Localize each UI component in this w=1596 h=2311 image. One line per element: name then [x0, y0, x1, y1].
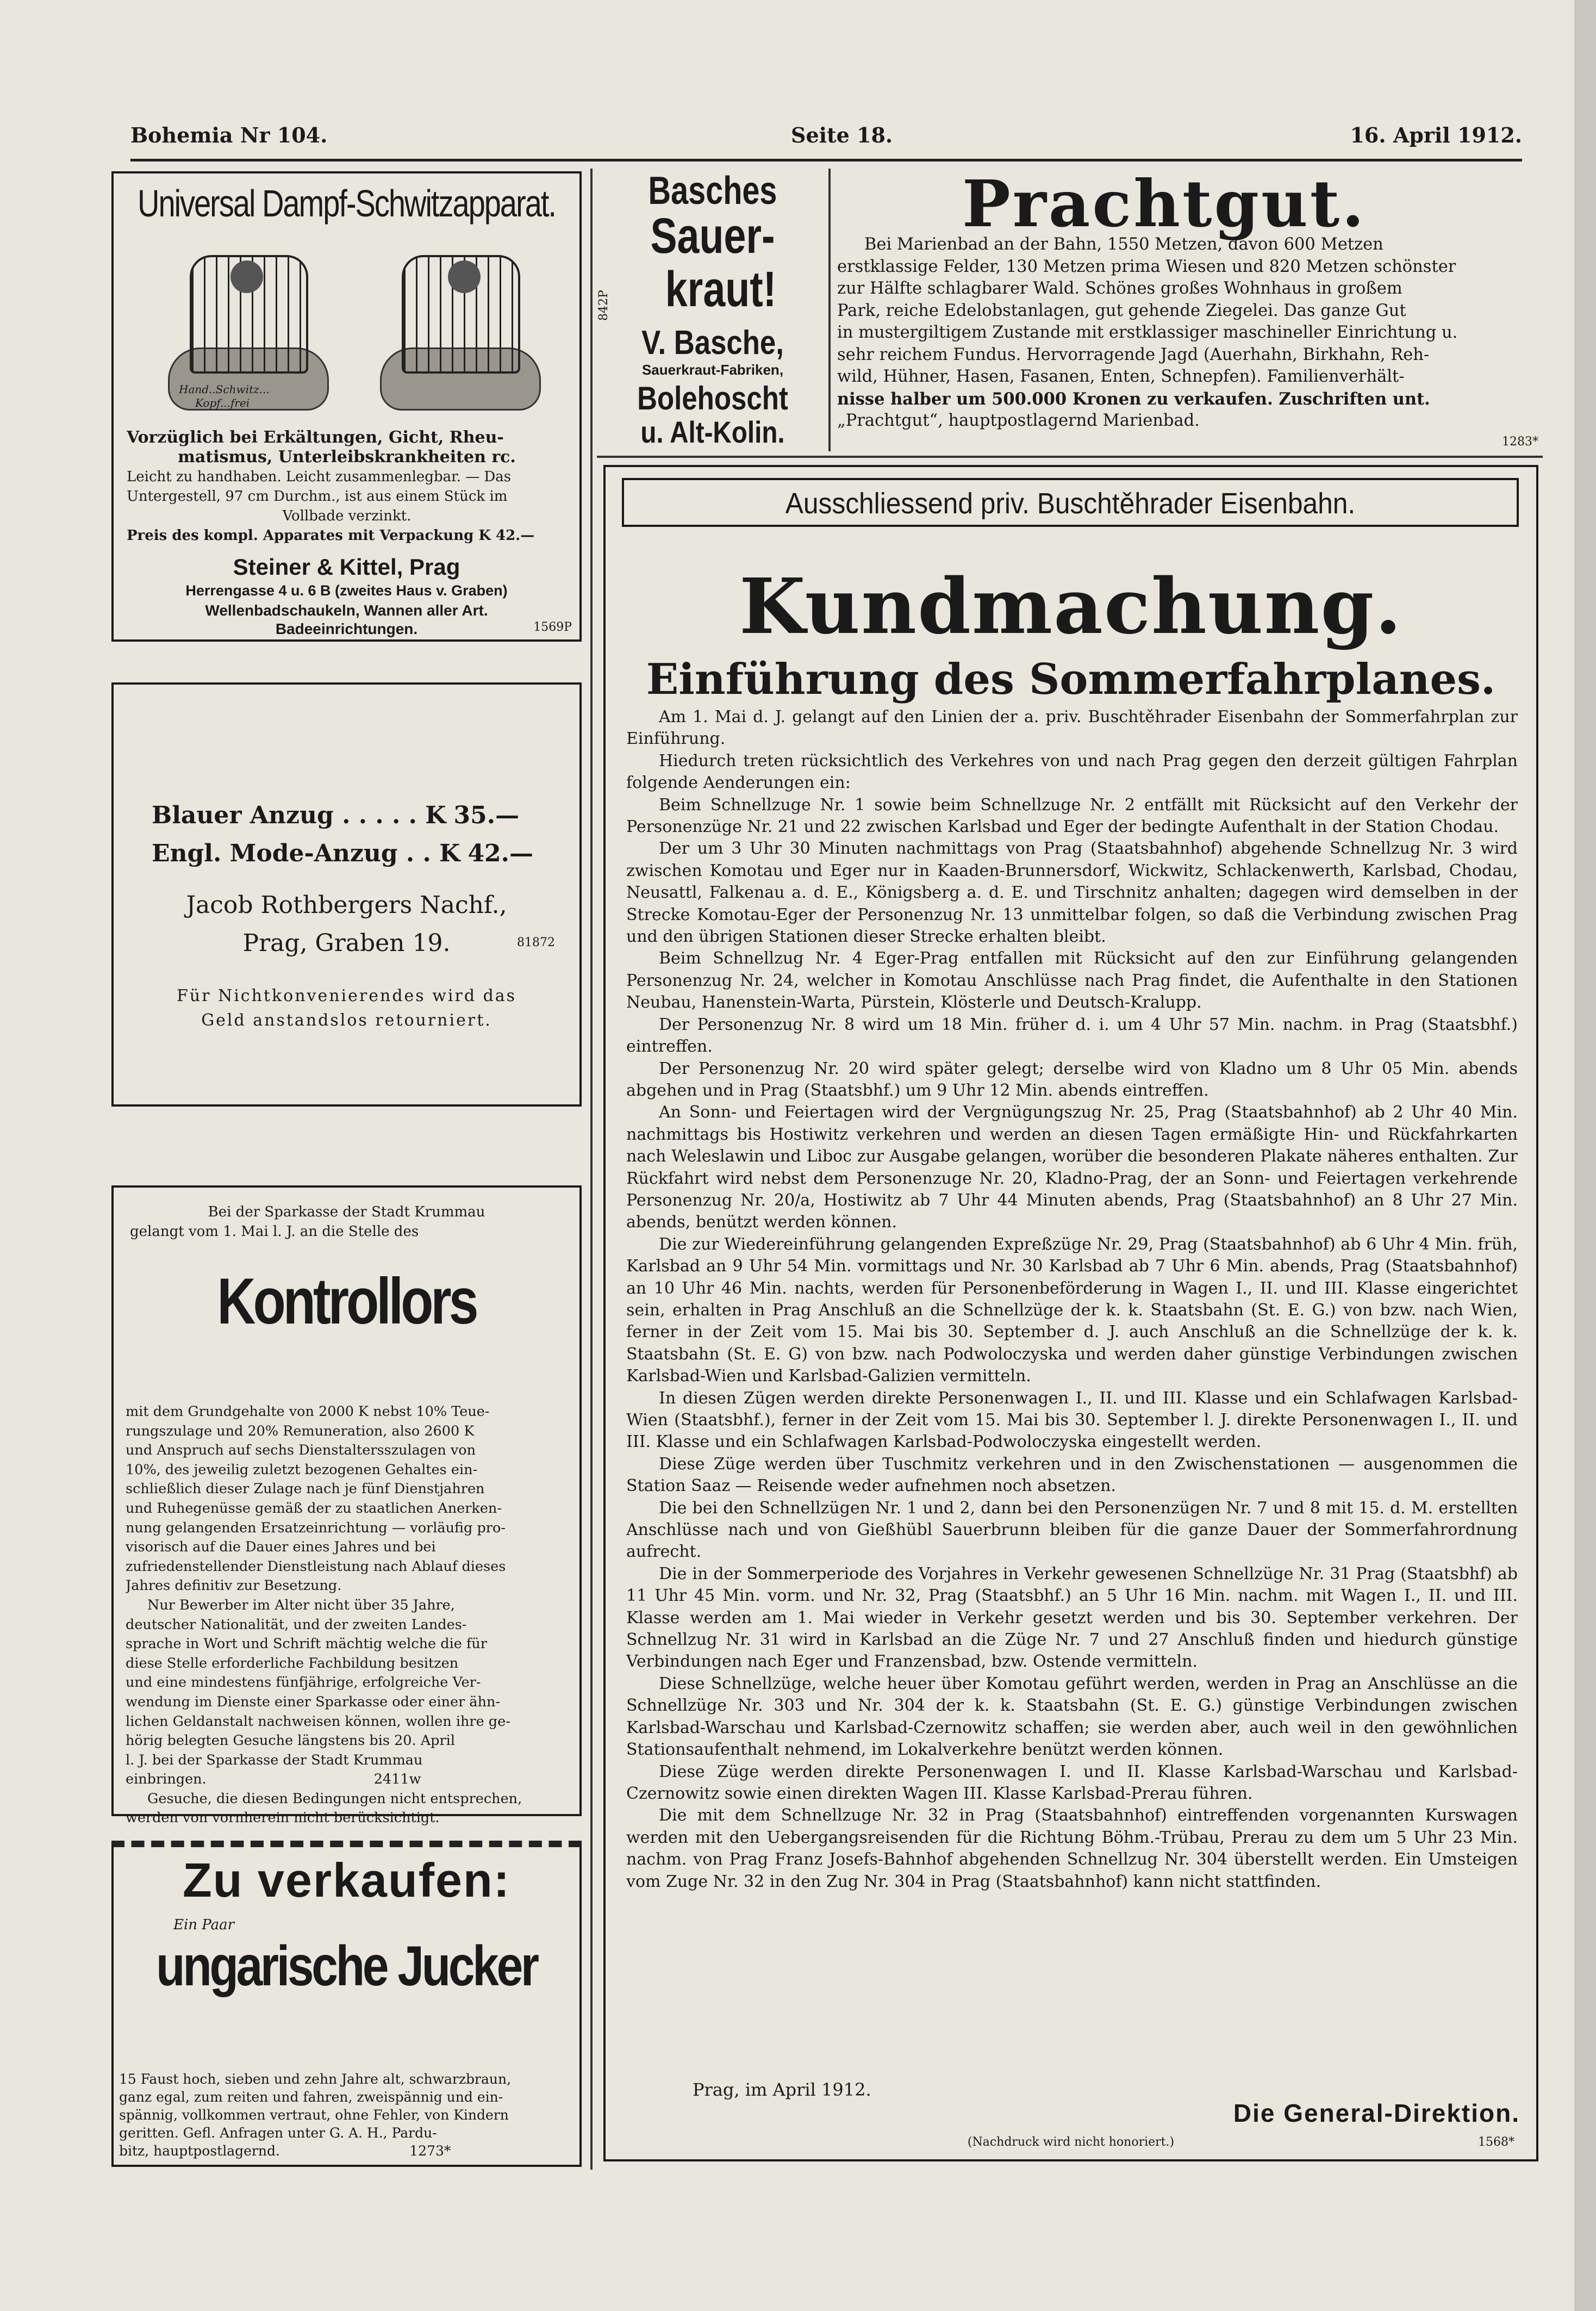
- prachtgut-title: Prachtgut.: [962, 166, 1367, 241]
- apparatus-illustration: [146, 239, 548, 418]
- notice-code: 1568*: [1478, 2135, 1514, 2149]
- notice-reprint-note: (Nachdruck wird nicht honoriert.): [967, 2135, 1175, 2149]
- header-issue: Bohemia Nr 104.: [130, 123, 328, 147]
- ad-jucker-title: Zu verkaufen:: [182, 1853, 511, 1907]
- prachtgut-line: „Prachtgut“, hauptpostlagernd Marienbad.: [837, 411, 1200, 430]
- sauerkraut-line-6: Bolehoscht: [637, 380, 788, 417]
- jucker-line: 15 Faust hoch, sieben und zehn Jahre alt, schwarzbraun,: [119, 2071, 512, 2087]
- ad-anzug-firm: Jacob Rothbergers Nachf.,: [186, 891, 507, 919]
- ad-anzug: [111, 682, 582, 1107]
- jucker-line: spännig, vollkommen vertraut, ohne Fehler, von Kindern: [119, 2107, 509, 2123]
- sauerkraut-line-3: kraut!: [665, 262, 777, 317]
- kontrollors-line: Jahres definitiv zur Besetzung.: [126, 1577, 342, 1594]
- jucker-line: ganz egal, zum reiten und fahren, zweispännig und ein-: [119, 2089, 503, 2105]
- header-date: 16. April 1912.: [1350, 123, 1522, 147]
- ad-kontrollors-intro-2: gelangt vom 1. Mai l. J. an die Stelle des: [130, 1223, 419, 1240]
- ad-kontrollors-intro-1: Bei der Sparkasse der Stadt Krummau: [208, 1204, 485, 1220]
- prachtgut-line: sehr reichem Fundus. Hervorragende Jagd (Auerhahn, Birkhahn, Reh-: [837, 345, 1430, 364]
- ad-dampf-line-2: matismus, Unterleibskrankheiten rc.: [178, 448, 516, 467]
- prachtgut-line: erstklassige Felder, 130 Metzen prima Wiesen und 820 Metzen schönster: [837, 257, 1456, 276]
- kontrollors-line: 10%, des jeweilig zuletzt bezogenen Gehaltes ein-: [126, 1461, 478, 1478]
- ad-dampf-line-6: Preis des kompl. Apparates mit Verpackung K 42.—: [127, 527, 535, 544]
- ad-anzug-line-1: Blauer Anzug . . . . . K 35.—: [152, 802, 520, 829]
- ad-anzug-line-2: Engl. Mode-Anzug . . K 42.—: [152, 840, 533, 867]
- sauerkraut-side-code: 842P: [597, 290, 610, 321]
- kontrollors-line: schließlich dieser Zulage nach je fünf Dienstjahren: [126, 1481, 485, 1498]
- notice-paragraph: Am 1. Mai d. J. gelangt auf den Linien der a. priv. Buschtěhrader Eisenbahn der Sommerfahrplan zur Einführung.: [626, 707, 1518, 749]
- kontrollors-line: mit dem Grundgehalte von 2000 K nebst 10% Teue-: [126, 1403, 490, 1420]
- notice-paragraph: An Sonn- und Feiertagen wird der Vergnügungszug Nr. 25, Prag (Staatsbahnhof) ab 2 Uhr 40 Min. nachmittags bis Hostiwitz verkehren und werden an diesen Tagen ermäßigte Hin- und Rückfahrkarten nach Weleslawin und Liboc zur Ausgabe gelangen, worüber die besonderen Plakate näheres enthalten. Zur Rückfahrt wird nebst dem Personenzuge Nr. 20, Kladno-Prag, der an Sonn- und Feiertagen verkehrende Personenzug Nr. 20/a, Hostiwitz ab 7 Uhr 44 Minuten abends, Prag (Staatsbahnhof) an 8 Uhr 27 Min. abends, benützt werden können.: [626, 1103, 1518, 1232]
- column-rule: [590, 169, 593, 2170]
- notice-paragraph: Diese Züge werden direkte Personenwagen I. und II. Klasse Karlsbad-Warschau und Karlsbad-Czernowitz sowie einen direkten Wagen III. Klasse Karlsbad-Prerau führen.: [626, 1762, 1518, 1803]
- notice-paragraph: Beim Schnellzuge Nr. 1 sowie beim Schnellzuge Nr. 2 entfällt mit Rücksicht auf den Verkehr der Personenzüge Nr. 21 und 22 zwischen Karlsbad und Eger der bedingte Aufenthalt in der Station Chodau.: [626, 795, 1518, 837]
- ad-anzug-note-2: Geld anstandslos retourniert.: [201, 1011, 492, 1030]
- notice-paragraph: Die mit dem Schnellzuge Nr. 32 in Prag (Staatsbahnhof) eintreffenden vorgenannten Kurswagen werden mit den Uebergangsreisenden für die Richtung Böhm.-Trübau, Prerau zu dem um 5 Uhr 23 Min. nachm. von Prag Franz Josefs-Bahnhof abgehenden Schnellzug Nr. 304 überstellt werden. Ein Umsteigen vom Zuge Nr. 32 in den Zug Nr. 304 in Prag (Staatsbahnhof) kann nicht stattfinden.: [626, 1806, 1518, 1891]
- ad-dampf-title: Universal Dampf-Schwitzapparat.: [138, 182, 556, 225]
- notice-paragraph: Hiedurch treten rücksichtlich des Verkehres von und nach Prag gegen den derzeit gültigen Fahrplan folgende Aenderungen ein:: [626, 751, 1518, 793]
- ad-sauerkraut: [597, 169, 831, 451]
- ad-jucker: [111, 1841, 582, 2167]
- notice-subtitle: Einführung des Sommerfahrplanes.: [646, 655, 1496, 704]
- ad-anzug-note-1: Für Nichtkonvenierendes wird das: [176, 986, 517, 1005]
- kontrollors-line: sprache in Wort und Schrift mächtig welche die für: [126, 1636, 487, 1653]
- notice-title: Kundmachung.: [739, 562, 1403, 651]
- notice-paragraph: Beim Schnellzug Nr. 4 Eger-Prag entfallen mit Rücksicht auf den zur Einführung gelangenden Personenzug Nr. 24, welcher in Komotau Anschlüsse nach Prag findet, die Aufenthalte in den Stationen Neubau, Hanenstein-Warta, Pürstein, Klösterle und Deutsch-Kralupp.: [626, 949, 1518, 1012]
- prachtgut-line: wild, Hühner, Hasen, Fasanen, Enten, Schnepfen). Familienverhält-: [837, 367, 1405, 386]
- header-rule: [130, 159, 1522, 161]
- prachtgut-line: nisse halber um 500.000 Kronen zu verkaufen. Zuschriften unt.: [837, 389, 1430, 409]
- sauerkraut-line-5: Sauerkraut-Fabriken,: [641, 362, 784, 378]
- notice-paragraph: Der Personenzug Nr. 20 wird später gelegt; derselbe wird von Kladno um 8 Uhr 05 Min. abends abgehen und in Prag (Staatsbhf.) um 9 Uhr 12 Min. abends eintreffen.: [626, 1059, 1518, 1100]
- prachtgut-line: in mustergiltigem Zustande mit erstklassiger maschineller Einrichtung u.: [837, 323, 1458, 342]
- kontrollors-line: wendung im Dienste einer Sparkasse oder einer ähn-: [126, 1693, 501, 1710]
- kontrollors-line: zufriedenstellender Dienstleistung nach Ablauf dieses: [126, 1558, 506, 1575]
- prachtgut-line: Park, reiche Edelobstanlagen, gut gehende Ziegelei. Das ganze Gut: [837, 301, 1406, 320]
- kontrollors-line: werden von vornherein nicht berücksichtigt.: [126, 1810, 440, 1827]
- ad-dampf-line-5: Vollbade verzinkt.: [282, 508, 412, 524]
- notice-paragraph: Die zur Wiedereinführung gelangenden Expreßzüge Nr. 29, Prag (Staatsbahnhof) ab 6 Uhr 4 Min. früh, Karlsbad an 9 Uhr 54 Min. vormittags und Nr. 30 Karlsbad ab 7 Uhr 6 Min. abends, Prag (Staatsbahnhof) an 10 Uhr 46 Min. nachts, werden für Personenbeförderung in Wagen I., II. und III. Klasse eingerichtet sein, erhalten in Prag Anschluß an die Schnellzüge der k. k. Staatsbahn (St. E. G.) von bzw. nach Wien, ferner in der Zeit vom 15. Mai bis 30. September d. J. auch Anschluß an die Schnellzüge der k. k. Staatsbahn (St. E. G) von bzw. nach Podwoloczyska und werden daher günstige Verbindungen zwischen Karlsbad-Wien und Karlsbad-Galizien vermitteln.: [626, 1234, 1518, 1386]
- prachtgut-text: [837, 234, 1538, 432]
- ad-dampf-line-3: Leicht zu handhaben. Leicht zusammenlegbar. — Das: [127, 469, 512, 485]
- ad-anzug-code: 81872: [517, 936, 555, 949]
- notice-signature: Die General-Direktion.: [1233, 2099, 1520, 2127]
- ad-jucker-text: [119, 2070, 576, 2160]
- prachtgut-line: Bei Marienbad an der Bahn, 1550 Metzen, davon 600 Metzen: [864, 235, 1383, 254]
- jucker-line: geritten. Gefl. Anfragen unter G. A. H., Pardu-: [119, 2125, 437, 2141]
- illustration-caption-1: Hand..Schwitz...: [179, 383, 270, 396]
- kontrollors-line: und eine mindestens fünfjährige, erfolgreiche Ver-: [126, 1674, 481, 1691]
- ad-kontrollors-title: Kontrollors: [217, 1265, 476, 1338]
- kontrollors-line: Nur Bewerber im Alter nicht über 35 Jahre,: [147, 1596, 455, 1613]
- ad-dampf-address: Herrengasse 4 u. 6 B (zweites Haus v. Graben): [185, 582, 508, 599]
- kontrollors-line: deutscher Nationalität, und der zweiten Landes-: [126, 1616, 467, 1633]
- ad-kontrollors: [111, 1185, 582, 1827]
- notice-paragraph: Diese Schnellzüge, welche heuer über Komotau geführt werden, werden in Prag an Anschlüsse an die Schnellzüge Nr. 303 und Nr. 304 der k. k. Staatsbahn (St. E. G.) günstige Verbindungen zwischen Karlsbad-Warschau und Karlsbad-Czernowitz schaffen; sie werden aber, auch weil in den gewöhnlichen Stationsaufenthalt nehmend, im Lokalverkehre benützt werden können.: [626, 1674, 1518, 1760]
- notice-paragraph: Die bei den Schnellzügen Nr. 1 und 2, dann bei den Personenzügen Nr. 7 und 8 mit 15. d. M. erstellten Anschlüsse nach und von Gießhübl Sauerbrunn bleiben für die ganze Dauer der Sommerfahrordnung aufrecht.: [626, 1498, 1518, 1562]
- kontrollors-line: einbringen. 2411w: [126, 1771, 421, 1788]
- notice-paragraph: Diese Züge werden über Tuschmitz verkehren und in den Zwischenstationen — ausgenommen die Station Saaz — Reisende weder aufnehmen noch absetzen.: [626, 1454, 1518, 1496]
- ad-prachtgut: [837, 166, 1538, 454]
- kontrollors-line: und Anspruch auf sechs Dienstaltersszulagen von: [126, 1442, 476, 1459]
- ad-dampf-schwitzapparat: [111, 171, 582, 642]
- kontrollors-line: hörig belegten Gesuche längstens bis 20. April: [126, 1732, 455, 1749]
- prachtgut-code: 1283*: [1502, 435, 1538, 449]
- kontrollors-line: visorisch auf die Dauer eines Jahres und bei: [126, 1539, 436, 1556]
- notice-paragraph: In diesen Zügen werden direkte Personenwagen I., II. und III. Klasse und ein Schlafwagen Karlsbad-Wien (Staatsbhf.), ferner in der Zeit vom 15. Mai bis 30. September l. J. direkte Personenwagen I., II. und III. Klasse und ein Schlafwagen Karlsbad-Podwoloczyska eingestellt werden.: [626, 1388, 1518, 1452]
- notice-body: [626, 706, 1518, 1893]
- sauerkraut-line-2: Sauer-: [650, 208, 775, 264]
- illustration-caption-2: Kopf...frei: [195, 396, 250, 409]
- railway-banner: [622, 478, 1519, 527]
- ad-anzug-address: Prag, Graben 19.: [242, 929, 451, 957]
- section-rule: [597, 456, 1543, 458]
- header-page-number: Seite 18.: [791, 123, 893, 147]
- prachtgut-line: zur Hälfte schlagbarer Wald. Schönes großes Wohnhaus in großem: [837, 279, 1402, 298]
- kundmachung-notice: [603, 465, 1538, 2161]
- kontrollors-line: Gesuche, die diesen Bedingungen nicht entsprechen,: [147, 1790, 522, 1807]
- notice-paragraph: Der Personenzug Nr. 8 wird um 18 Min. früher d. i. um 4 Uhr 57 Min. nachm. in Prag (Staatsbhf.) eintreffen.: [626, 1015, 1518, 1057]
- ad-kontrollors-text: [126, 1402, 571, 1828]
- ad-dampf-code: 1569P: [533, 620, 572, 634]
- kontrollors-line: diese Stelle erforderliche Fachbildung besitzen: [126, 1655, 459, 1672]
- sauerkraut-line-4: V. Basche,: [641, 324, 784, 362]
- ad-dampf-line-1: Vorzüglich bei Erkältungen, Gicht, Rheu-: [127, 428, 504, 447]
- kontrollors-line: l. J. bei der Sparkasse der Stadt Krummau: [126, 1751, 423, 1768]
- notice-paragraph: Die in der Sommerperiode des Vorjahres in Verkehr gewesenen Schnellzüge Nr. 31 Prag (Staatsbhf) ab 11 Uhr 45 Min. vorm. und Nr. 32, Prag (Staatsbhf.) an 5 Uhr 16 Min. nachm. mit Wagen I., II. und III. Klasse werden am 1. Mai wieder in Verkehr gesetzt werden und bis 30. September verkehren. Der Schnellzug Nr. 31 wird in Karlsbad an die Züge Nr. 7 und 27 Anschluß finden und hiedurch günstige Verbindungen nach Eger und Franzensbad, bzw. Ostende vermitteln.: [626, 1564, 1518, 1672]
- sauerkraut-line-7: u. Alt-Kolin.: [640, 415, 785, 449]
- kontrollors-line: lichen Geldanstalt nachweisen können, wollen ihre ge-: [126, 1713, 510, 1730]
- notice-date: Prag, im April 1912.: [693, 2079, 871, 2100]
- ad-dampf-extra-2: Badeeinrichtungen.: [275, 620, 418, 637]
- ad-dampf-firm: Steiner & Kittel, Prag: [233, 554, 460, 580]
- kontrollors-line: und Ruhegenüsse gemäß der zu staatlichen Anerken-: [126, 1500, 502, 1517]
- railway-name: Ausschliessend priv. Buschtěhrader Eisenbahn.: [785, 487, 1356, 520]
- page-header: [130, 123, 1522, 161]
- page-edge: [1574, 0, 1596, 2311]
- ad-dampf-line-4: Untergestell, 97 cm Durchm., ist aus einem Stück im: [127, 488, 508, 505]
- kontrollors-line: nung gelangenden Ersatzeinrichtung — vorläufig pro-: [126, 1519, 506, 1536]
- ad-dampf-text: [127, 428, 567, 545]
- kontrollors-line: rungszulage und 20% Remuneration, also 2600 K: [126, 1422, 475, 1439]
- jucker-line: bitz, hauptpostlagernd. 1273*: [119, 2143, 451, 2159]
- ad-dampf-extra-1: Wellenbadschaukeln, Wannen aller Art.: [205, 602, 488, 619]
- notice-paragraph: Der um 3 Uhr 30 Minuten nachmittags von Prag (Staatsbahnhof) abgehende Schnellzug Nr. 3 wird zwischen Komotau und Eger nur in Kaaden-Brunnersdorf, Wickwitz, Schlackenwerth, Karlsbad, Chodau, Neusattl, Falkenau a. d. E., Königsberg a. d. E. und Tirschnitz anhalten; dagegen wird demselben in der Strecke Komotau-Eger der Personenzug Nr. 13 unmittelbar folgen, so daß die Verbindung zwischen Prag und den übrigen Stationen dieser Strecke erhalten bleibt.: [626, 839, 1518, 947]
- ad-jucker-name: ungarische Jucker: [156, 1935, 537, 1998]
- sauerkraut-line-1: Basches: [648, 169, 777, 213]
- ad-jucker-sub: Ein Paar: [173, 1917, 235, 1933]
